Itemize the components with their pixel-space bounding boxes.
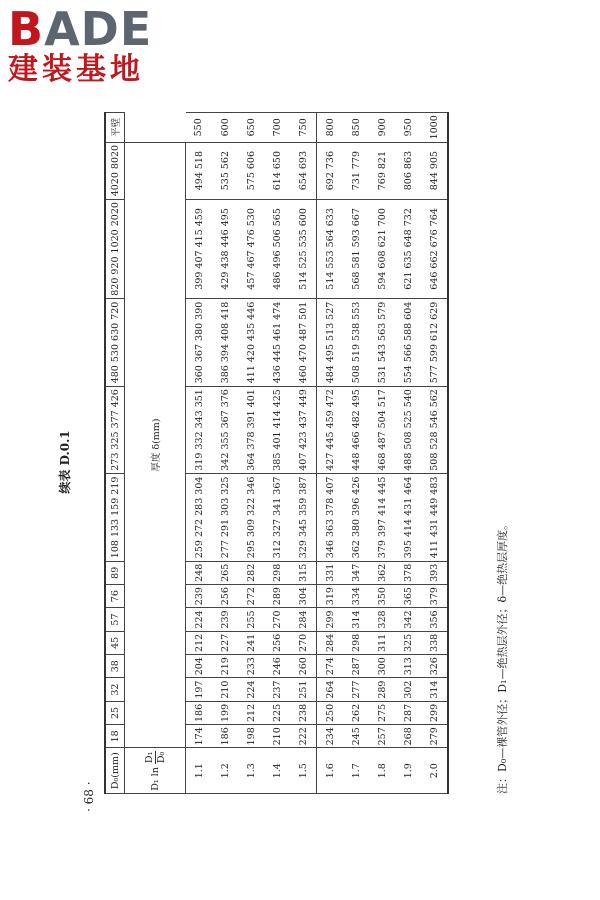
column-header: 480 530 630 720: [105, 299, 125, 386]
table-cell: 346 363 378 407: [317, 474, 344, 561]
table-cell: 577 599 612 629: [421, 299, 448, 386]
column-header: 108 133 159 219: [105, 474, 125, 561]
table-cell: 274: [317, 655, 344, 678]
table-cell: 535 562: [212, 142, 238, 199]
table-cell: 199: [212, 701, 238, 724]
table-row: [369, 113, 395, 794]
table-cell: 1000: [421, 113, 448, 143]
table-cell: 550: [186, 113, 213, 143]
row-label: 1.1: [186, 748, 213, 794]
column-header: 820 920 1020 2020: [105, 199, 125, 299]
table-cell: 844 905: [421, 142, 448, 199]
table-cell: 800: [317, 113, 344, 143]
table-cell: 379: [421, 584, 448, 607]
table-cell: 289: [264, 584, 290, 607]
table-cell: 314: [343, 608, 369, 631]
table-row: [343, 113, 369, 794]
table-cell: 174: [186, 725, 213, 748]
table-cell: 300: [369, 655, 395, 678]
table-row: [212, 113, 238, 794]
table-cell: 270: [264, 608, 290, 631]
table-cell: 315: [290, 561, 317, 584]
table-cell: 304: [290, 584, 317, 607]
table-row: [421, 113, 448, 794]
ratio-denominator: D₀: [155, 751, 167, 764]
table-cell: 393: [421, 561, 448, 584]
table-subheader-row: [125, 113, 186, 794]
table-cell: 331: [317, 561, 344, 584]
table-cell: 237: [264, 678, 290, 701]
table-cell: 282: [238, 561, 264, 584]
table-body: [186, 113, 449, 794]
table-cell: 514 553 564 633: [317, 199, 344, 299]
table-row: [238, 113, 264, 794]
table-cell: 256: [264, 631, 290, 654]
table-cell: 338: [421, 631, 448, 654]
table-cell: 210: [212, 678, 238, 701]
table-cell: 262: [343, 701, 369, 724]
table-cell: 233: [238, 655, 264, 678]
table-cell: 494 518: [186, 142, 213, 199]
row-label: 1.7: [343, 748, 369, 794]
table-cell: 326: [421, 655, 448, 678]
table-cell: 239: [186, 584, 213, 607]
table-cell: 950: [395, 113, 421, 143]
table-cell: 198: [238, 725, 264, 748]
table-cell: 279: [421, 725, 448, 748]
ratio-numerator: D₁: [143, 751, 155, 764]
row-label: 1.4: [264, 748, 290, 794]
table-cell: 411 431 449 483: [421, 474, 448, 561]
row-label: 1.5: [290, 748, 317, 794]
table-cell: 212: [186, 631, 213, 654]
table-cell: 227: [212, 631, 238, 654]
row-label: 2.0: [421, 748, 448, 794]
table-cell: 554 566 588 604: [395, 299, 421, 386]
column-header: 38: [105, 655, 125, 678]
column-header: 32: [105, 678, 125, 701]
column-header: 57: [105, 608, 125, 631]
table-cell: 594 608 621 700: [369, 199, 395, 299]
table-cell: 251: [290, 678, 317, 701]
table-cell: 342 355 367 376: [212, 386, 238, 473]
table-cell: 342: [395, 608, 421, 631]
table-cell: 241: [238, 631, 264, 654]
table-cell: 311: [369, 631, 395, 654]
table-cell: 287: [395, 701, 421, 724]
logo: [8, 2, 178, 88]
header-do: D₀(mm): [105, 748, 125, 794]
page-number: · 68 ·: [82, 781, 96, 812]
rotated-page: [52, 112, 522, 812]
row-label: 1.6: [317, 748, 344, 794]
table-cell: 325: [395, 631, 421, 654]
table-cell: 210: [264, 725, 290, 748]
column-header: 89: [105, 561, 125, 584]
table-cell: 700: [264, 113, 290, 143]
table-cell: 268: [395, 725, 421, 748]
table-header-row: [105, 113, 125, 794]
table-row: [395, 113, 421, 794]
table-cell: 650: [238, 113, 264, 143]
table-cell: 806 863: [395, 142, 421, 199]
table-cell: 654 693: [290, 142, 317, 199]
table-cell: 204: [186, 655, 213, 678]
table-cell: 334: [343, 584, 369, 607]
table-cell: 248: [186, 561, 213, 584]
table-cell: 621 635 648 732: [395, 199, 421, 299]
table-cell: 484 495 513 527: [317, 299, 344, 386]
header-ratio: [125, 748, 186, 794]
table-cell: 277: [343, 678, 369, 701]
logo-brand-bottom: 建装基地: [8, 52, 144, 87]
table-cell: 314: [421, 678, 448, 701]
table-cell: 411 420 435 446: [238, 299, 264, 386]
column-header: 18: [105, 725, 125, 748]
table-cell: 356: [421, 608, 448, 631]
table-cell: 212: [238, 701, 264, 724]
table-cell: 468 487 504 517: [369, 386, 395, 473]
column-header: 273 325 377 426: [105, 386, 125, 473]
header-thickness: 厚度 δ(mm): [125, 142, 186, 748]
table-cell: 270: [290, 631, 317, 654]
table-cell: 234: [317, 725, 344, 748]
table-cell: 313: [395, 655, 421, 678]
table-cell: 299: [421, 701, 448, 724]
table-cell: 224: [238, 678, 264, 701]
table-cell: 298: [264, 561, 290, 584]
table-row: [317, 113, 344, 794]
row-label: 1.3: [238, 748, 264, 794]
table-cell: 531 543 563 579: [369, 299, 395, 386]
table-cell: 399 407 415 459: [186, 199, 213, 299]
table-cell: 614 650: [264, 142, 290, 199]
table-cell: 295 309 322 346: [238, 474, 264, 561]
table-cell: 302: [395, 678, 421, 701]
table-cell: 568 581 593 667: [343, 199, 369, 299]
table-cell: 219: [212, 655, 238, 678]
ratio-fraction: [144, 751, 167, 764]
table-cell: 328: [369, 608, 395, 631]
table-cell: 329 345 359 387: [290, 474, 317, 561]
table-cell: 486 496 506 565: [264, 199, 290, 299]
table-cell: 265: [212, 561, 238, 584]
table-cell: 646 662 676 764: [421, 199, 448, 299]
table-cell: 289: [369, 678, 395, 701]
table-cell: 239: [212, 608, 238, 631]
table-cell: 272: [238, 584, 264, 607]
table-note: 注：D₀—裸管外径；D₁—绝热层外径；δ—绝热层厚度。: [496, 518, 509, 794]
column-header: 45: [105, 631, 125, 654]
table-cell: 731 779: [343, 142, 369, 199]
table-cell: 362: [369, 561, 395, 584]
table-cell: 186: [212, 725, 238, 748]
table-cell: 312 327 341 367: [264, 474, 290, 561]
table-cell: 900: [369, 113, 395, 143]
table-cell: 347: [343, 561, 369, 584]
header-ratio-prefix: D₁ ln: [149, 767, 161, 791]
table-cell: 379 397 414 445: [369, 474, 395, 561]
table-cell: 360 367 380 390: [186, 299, 213, 386]
table-cell: 395 414 431 464: [395, 474, 421, 561]
table-cell: 222: [290, 725, 317, 748]
table-row: [290, 113, 317, 794]
table-cell: 692 736: [317, 142, 344, 199]
table-cell: 448 466 482 495: [343, 386, 369, 473]
row-label: 1.9: [395, 748, 421, 794]
column-header: 76: [105, 584, 125, 607]
table-cell: 245: [343, 725, 369, 748]
table-cell: 460 470 487 501: [290, 299, 317, 386]
table-cell: 284: [317, 631, 344, 654]
table-cell: 600: [212, 113, 238, 143]
table-cell: 246: [264, 655, 290, 678]
table-cell: 255: [238, 608, 264, 631]
table-cell: 385 401 414 425: [264, 386, 290, 473]
table-cell: 287: [343, 655, 369, 678]
table-cell: 769 821: [369, 142, 395, 199]
table-cell: 319 332 343 351: [186, 386, 213, 473]
table-row: [264, 113, 290, 794]
table-cell: 750: [290, 113, 317, 143]
table-cell: 238: [290, 701, 317, 724]
table-cell: 427 445 459 472: [317, 386, 344, 473]
row-label: 1.2: [212, 748, 238, 794]
table-cell: 257: [369, 725, 395, 748]
table-cell: 250: [317, 701, 344, 724]
table-cell: 259 272 283 304: [186, 474, 213, 561]
table-cell: 508 519 538 553: [343, 299, 369, 386]
table-cell: 264: [317, 678, 344, 701]
table-cell: 298: [343, 631, 369, 654]
table-cell: 260: [290, 655, 317, 678]
table-cell: 256: [212, 584, 238, 607]
table-cell: 457 467 476 530: [238, 199, 264, 299]
table-cell: 350: [369, 584, 395, 607]
table-cell: 224: [186, 608, 213, 631]
table-row: [186, 113, 213, 794]
table-cell: 277 291 303 325: [212, 474, 238, 561]
table-cell: 365: [395, 584, 421, 607]
table-cell: 850: [343, 113, 369, 143]
table-cell: 407 423 437 449: [290, 386, 317, 473]
table-cell: 364 378 391 401: [238, 386, 264, 473]
table-cell: 275: [369, 701, 395, 724]
table-cell: 186: [186, 701, 213, 724]
table-caption: 续表 D.0.1: [58, 430, 72, 494]
table-cell: 378: [395, 561, 421, 584]
table-cell: 299: [317, 608, 344, 631]
table-cell: 284: [290, 608, 317, 631]
table-cell: 386 394 408 418: [212, 299, 238, 386]
table-cell: 197: [186, 678, 213, 701]
column-header: 平壁: [105, 113, 125, 143]
column-header: 4020 8020: [105, 142, 125, 199]
thickness-table: [104, 112, 449, 794]
logo-brand-top: BADE: [8, 2, 153, 56]
table-cell: 488 508 525 540: [395, 386, 421, 473]
table-cell: 436 445 461 474: [264, 299, 290, 386]
table-cell: 575 606: [238, 142, 264, 199]
table-cell: 514 525 535 600: [290, 199, 317, 299]
table-cell: 362 380 396 426: [343, 474, 369, 561]
row-label: 1.8: [369, 748, 395, 794]
table-cell: 319: [317, 584, 344, 607]
table-cell: 225: [264, 701, 290, 724]
table-cell: 508 528 546 562: [421, 386, 448, 473]
column-header: 25: [105, 701, 125, 724]
table-cell: 429 438 446 495: [212, 199, 238, 299]
